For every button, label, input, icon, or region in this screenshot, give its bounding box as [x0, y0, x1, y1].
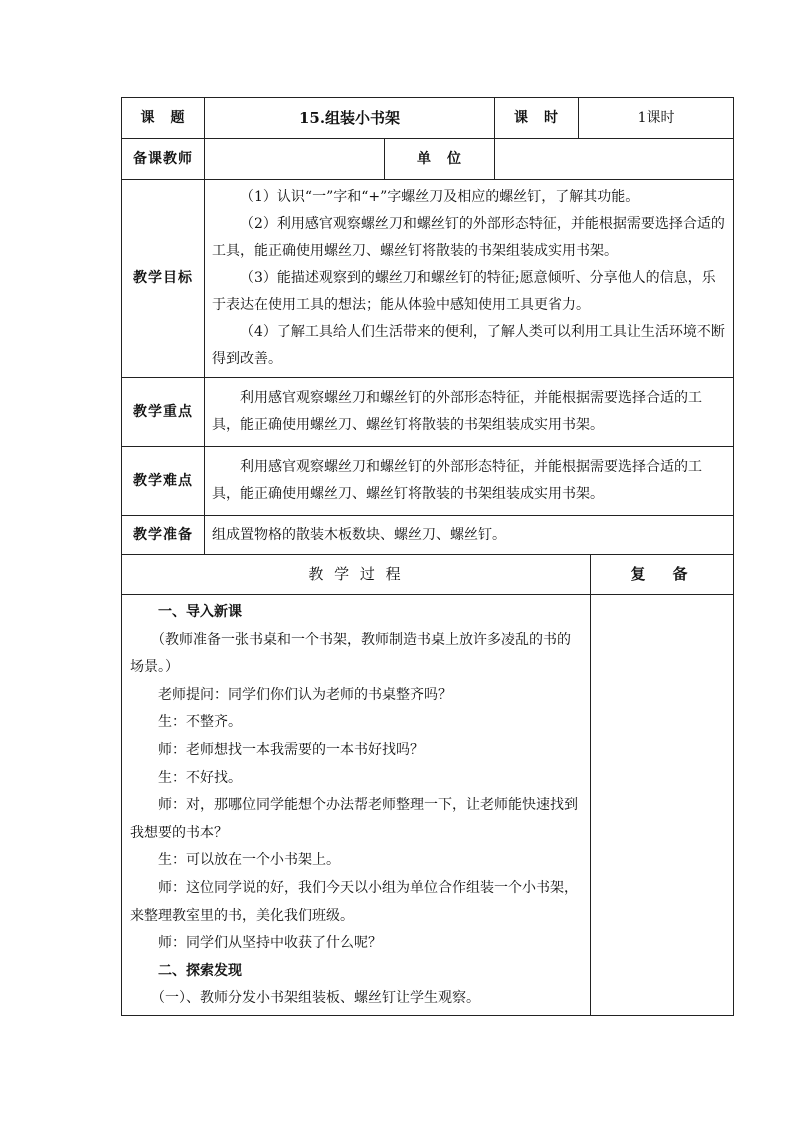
teacher-value: [205, 139, 385, 180]
process-line: （教师准备一张书桌和一个书架，教师制造书桌上放许多凌乱的书的场景。）: [130, 631, 571, 676]
key-points-content: [205, 378, 734, 447]
process-line: 老师提问：同学们你们认为老师的书桌整齐吗？: [158, 686, 452, 703]
key-points-row: [122, 378, 734, 447]
process-header-row: [122, 555, 734, 595]
process-line: 师：对，那哪位同学能想个办法帮老师整理一下，让老师能快速找到我想要的书本？: [130, 797, 578, 841]
notes-heading: 复 备: [591, 555, 734, 595]
difficulties-row: [122, 447, 734, 516]
difficulties-label: 教学难点: [122, 447, 205, 516]
process-content: [122, 595, 591, 1016]
section-heading-explore: 二、探索发现: [158, 962, 242, 979]
process-line: 师：同学们从坚持中收获了什么呢？: [158, 935, 382, 952]
period-label: 课 时: [495, 98, 579, 139]
lesson-plan-document: [121, 97, 733, 1016]
process-heading: 教 学 过 程: [122, 555, 591, 595]
section-heading-intro: 一、导入新课: [158, 604, 242, 620]
process-line: 生：不好找。: [158, 769, 242, 786]
key-points-text: 利用感官观察螺丝刀和螺丝钉的外部形态特征，并能根据需要选择合适的工具，能正确使用螺丝刀、螺丝钉将散装的书架组装成实用书架。: [212, 390, 702, 433]
process-line: 生：可以放在一个小书架上。: [158, 852, 340, 869]
process-row: [122, 595, 734, 1016]
key-points-label: 教学重点: [122, 378, 205, 447]
topic-row: [122, 98, 734, 139]
goal-item: （2）利用感官观察螺丝刀和螺丝钉的外部形态特征，并能根据需要选择合适的工具，能正确使用螺丝刀、螺丝钉将散装的书架组装成实用书架。: [212, 216, 725, 259]
goals-label: 教学目标: [122, 180, 205, 378]
goals-row: [122, 180, 734, 378]
goal-item: （4）了解工具给人们生活带来的便利，了解人类可以利用工具让生活环境不断得到改善。: [212, 324, 725, 367]
preparation-label: 教学准备: [122, 516, 205, 555]
process-line: 师：老师想找一本我需要的一本书好找吗？: [158, 741, 424, 758]
difficulties-text: 利用感官观察螺丝刀和螺丝钉的外部形态特征，并能根据需要选择合适的工具，能正确使用螺丝刀、螺丝钉将散装的书架组装成实用书架。: [212, 459, 702, 502]
teacher-row: [122, 139, 734, 180]
preparation-text: 组成置物格的散装木板数块、螺丝刀、螺丝钉。: [205, 516, 734, 555]
goals-content: [205, 180, 734, 378]
process-line: 师：这位同学说的好，我们今天以小组为单位合作组装一个小书架，来整理教室里的书，美化我们班级。: [130, 879, 578, 924]
notes-content: [591, 595, 734, 1016]
difficulties-content: [205, 447, 734, 516]
process-line: （一）、教师分发小书架组装板、螺丝钉让学生观察。: [151, 990, 480, 1007]
topic-label: 课 题: [122, 98, 205, 139]
lesson-plan-table: [121, 97, 734, 1016]
unit-value: [495, 139, 734, 180]
unit-label: 单 位: [385, 139, 495, 180]
process-line: 生：不整齐。: [158, 714, 242, 731]
period-value: 1课时: [579, 98, 734, 139]
goal-item: （3）能描述观察到的螺丝刀和螺丝钉的特征;愿意倾听、分享他人的信息，乐于表达在使用工具的想法；能从体验中感知使用工具更省力。: [212, 270, 716, 313]
goal-item: （1）认识“一”字和“+”字螺丝刀及相应的螺丝钉，了解其功能。: [240, 189, 640, 205]
topic-value: 15.组装小书架: [205, 98, 495, 139]
preparation-row: [122, 516, 734, 555]
teacher-label: 备课教师: [122, 139, 205, 180]
